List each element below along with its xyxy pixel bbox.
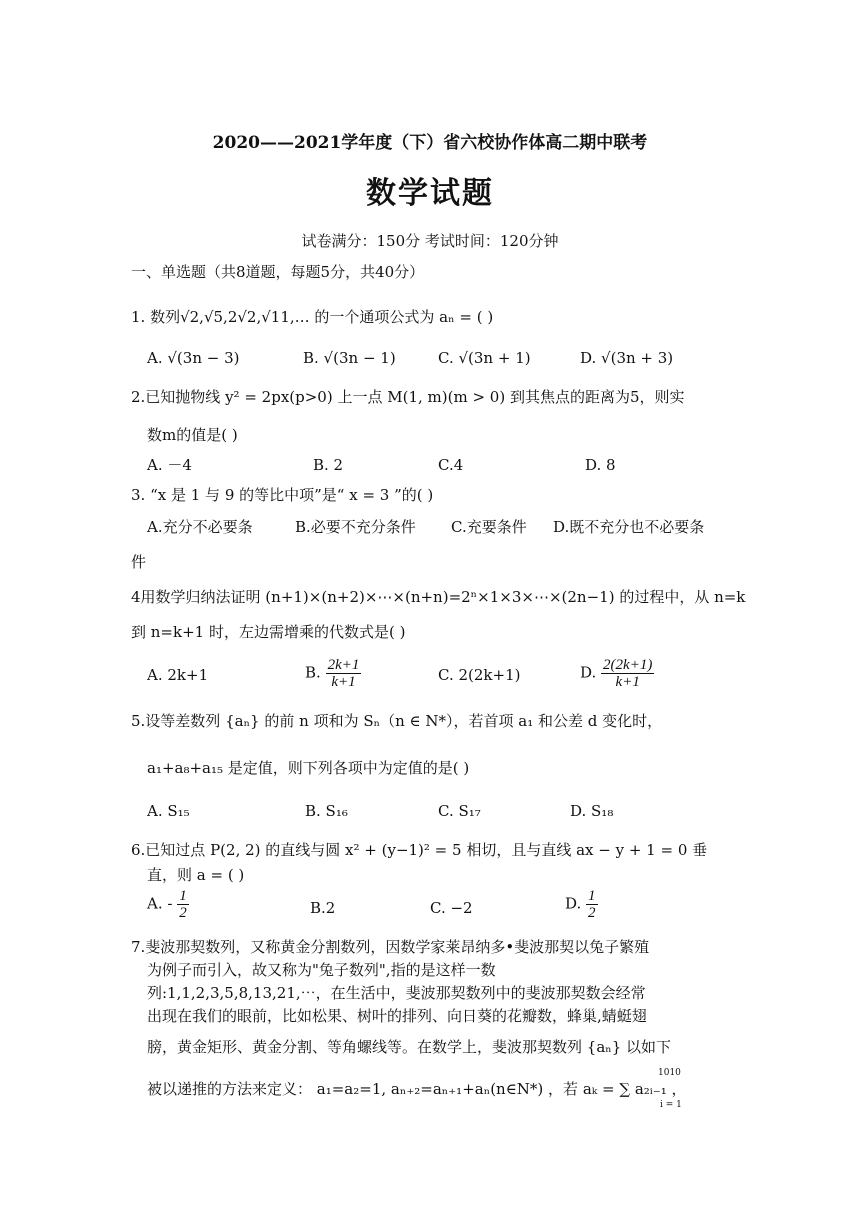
q3-option-d: D.既不充分也不必要条	[553, 518, 705, 536]
q6-option-a-denominator: 2	[179, 905, 187, 921]
question-7-line-5: 膀，黄金矩形、黄金分割、等角螺线等。在数学上，斐波那契数列 {aₙ} 以如下	[147, 1038, 672, 1056]
q1-option-b: B. √(3n − 1)	[303, 349, 396, 367]
q5-option-a: A. S₁₅	[147, 802, 190, 820]
q4-option-d	[580, 657, 654, 690]
question-2-stem-cont: 数m的值是( )	[147, 426, 238, 444]
q5-option-d: D. S₁₈	[570, 802, 614, 820]
q2-option-a: A. －4	[147, 456, 192, 474]
question-7-line-6: 被以递推的方法来定义： a₁=a₂=1, aₙ₊₂=aₙ₊₁+aₙ(n∈N*) ，若 aₖ = ∑ a₂ᵢ₋₁ ，	[147, 1080, 687, 1098]
q3-option-d-wrap: 件	[131, 553, 147, 571]
q6-option-a-fraction	[177, 888, 189, 921]
q4-option-d-numerator: 2(2k+1)	[603, 657, 653, 673]
question-3-stem: 3. “x 是 1 与 9 的等比中项”是“ x = 3 ”的( )	[131, 486, 434, 504]
q4-option-b-label: B.	[305, 663, 321, 682]
question-7-line-1: 7.斐波那契数列，又称黄金分割数列，因数学家莱昂纳多•斐波那契以兔子繁殖	[131, 938, 650, 956]
q3-option-b: B.必要不充分条件	[295, 518, 416, 536]
q1-option-d: D. √(3n + 3)	[580, 349, 674, 367]
question-5-stem-cont: a₁+a₈+a₁₅ 是定值，则下列各项中为定值的是( )	[147, 759, 470, 777]
q4-option-d-fraction	[601, 657, 654, 690]
question-4-stem: 4用数学归纳法证明 (n+1)×(n+2)×⋯×(n+n)=2ⁿ×1×3×⋯×(2n−1) 的过程中，从 n=k	[131, 588, 746, 606]
question-6-stem-cont: 直，则 a = ( )	[147, 866, 245, 884]
question-1-stem: 1. 数列√2,√5,2√2,√11,… 的一个通项公式为 aₙ = ( )	[131, 308, 494, 326]
q6-option-d-numerator: 1	[588, 888, 596, 904]
question-7-line-4: 出现在我们的眼前，比如松果、树叶的排列、向日葵的花瓣数，蜂巢,蜻蜓翅	[147, 1007, 647, 1025]
q4-option-a: A. 2k+1	[147, 666, 209, 684]
q6-option-d	[565, 888, 598, 921]
question-4-stem-cont: 到 n=k+1 时，左边需增乘的代数式是( )	[131, 623, 406, 641]
q6-option-a	[147, 888, 189, 921]
sum-upper-limit: 1010	[658, 1068, 681, 1078]
q3-option-c: C.充要条件	[451, 518, 527, 536]
q4-option-b-denominator: k+1	[331, 674, 356, 690]
q5-option-c: C. S₁₇	[438, 802, 481, 820]
q4-option-b-numerator: 2k+1	[327, 657, 360, 673]
q4-option-b	[305, 657, 361, 690]
question-2-stem: 2.已知抛物线 y² = 2px(p>0) 上一点 M(1, m)(m > 0) 到其焦点的距离为5，则实	[131, 388, 685, 406]
exam-info: 试卷满分：150分 考试时间：120分钟	[301, 232, 559, 250]
sum-lower-limit: i = 1	[660, 1100, 682, 1110]
q4-option-d-label: D.	[580, 663, 597, 682]
q6-option-a-label: A. -	[147, 894, 173, 913]
q6-option-d-fraction	[586, 888, 598, 921]
subject-title: 数学试题	[366, 176, 494, 211]
q4-option-c: C. 2(2k+1)	[438, 666, 521, 684]
question-6-stem: 6.已知过点 P(2, 2) 的直线与圆 x² + (y−1)² = 5 相切，且与直线 ax − y + 1 = 0 垂	[131, 841, 708, 859]
q6-option-d-denominator: 2	[588, 905, 596, 921]
question-7-line-3: 列:1,1,2,3,5,8,13,21,⋯，在生活中，斐波那契数列中的斐波那契数会经常	[147, 984, 646, 1002]
q5-option-b: B. S₁₆	[305, 802, 348, 820]
q6-option-a-numerator: 1	[179, 888, 187, 904]
q2-option-b: B. 2	[313, 456, 344, 474]
q4-option-b-fraction	[326, 657, 362, 690]
q3-option-a: A.充分不必要条	[147, 518, 253, 536]
q2-option-d: D. 8	[585, 456, 616, 474]
q1-option-a: A. √(3n − 3)	[147, 349, 240, 367]
q1-option-c: C. √(3n + 1)	[438, 349, 531, 367]
q2-option-c: C.4	[438, 456, 464, 474]
q4-option-d-denominator: k+1	[615, 674, 640, 690]
q6-option-b: B.2	[310, 899, 336, 917]
section-heading: 一、单选题（共8道题，每题5分，共40分）	[131, 263, 425, 281]
question-5-stem: 5.设等差数列 {aₙ} 的前 n 项和为 Sₙ（n ∈ N*），若首项 a₁ 和公差 d 变化时，	[131, 712, 663, 730]
q6-option-d-label: D.	[565, 894, 582, 913]
exam-title: 2020——2021学年度（下）省六校协作体高二期中联考	[212, 133, 648, 153]
q6-option-c: C. −2	[430, 899, 473, 917]
question-7-line-2: 为例子而引入，故又称为"兔子数列",指的是这样一数	[147, 961, 496, 979]
